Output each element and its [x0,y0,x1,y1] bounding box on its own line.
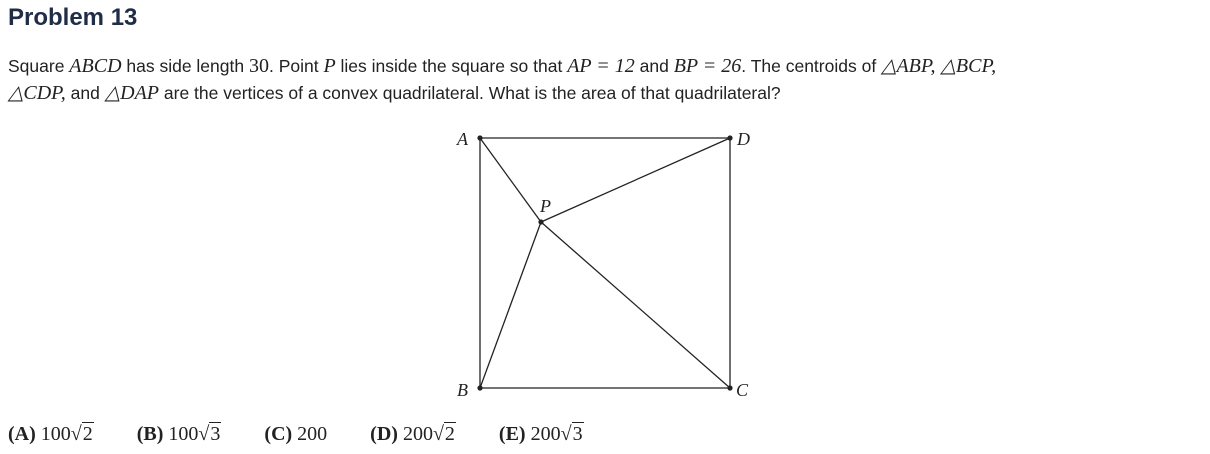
segment-ap [480,138,541,222]
label-c: C [736,380,749,400]
label-d: D [737,129,750,149]
point-p [538,219,543,224]
point-a [477,135,482,140]
point-c [727,385,732,390]
choice-b[interactable]: (B) 100√3 [136,423,221,445]
choice-d[interactable]: (D) 200√2 [370,423,455,445]
problem-title: Problem 13 [8,4,138,31]
label-b: B [457,380,468,400]
point-b [477,385,482,390]
segment-dp [541,138,730,222]
answer-choices [8,423,622,446]
label-a: A [457,129,468,149]
choice-a[interactable]: (A) 100√2 [8,423,93,445]
choice-c[interactable]: (C) 200 [264,423,328,445]
segment-cp [541,222,730,388]
point-d [727,135,732,140]
segment-bp [480,222,541,388]
square-diagram [440,120,770,405]
label-p: P [540,196,551,216]
choice-e[interactable]: (E) 200√3 [498,423,583,445]
problem-statement: Square ABCD has side length 30. Point P lies inside the square so that AP = 12 and BP = 26. The centroids of △ABP, △BCP, △CDP, and △DAP are the vertices of a convex quadrilateral. What is the area of that quadrilateral? [8,55,997,104]
